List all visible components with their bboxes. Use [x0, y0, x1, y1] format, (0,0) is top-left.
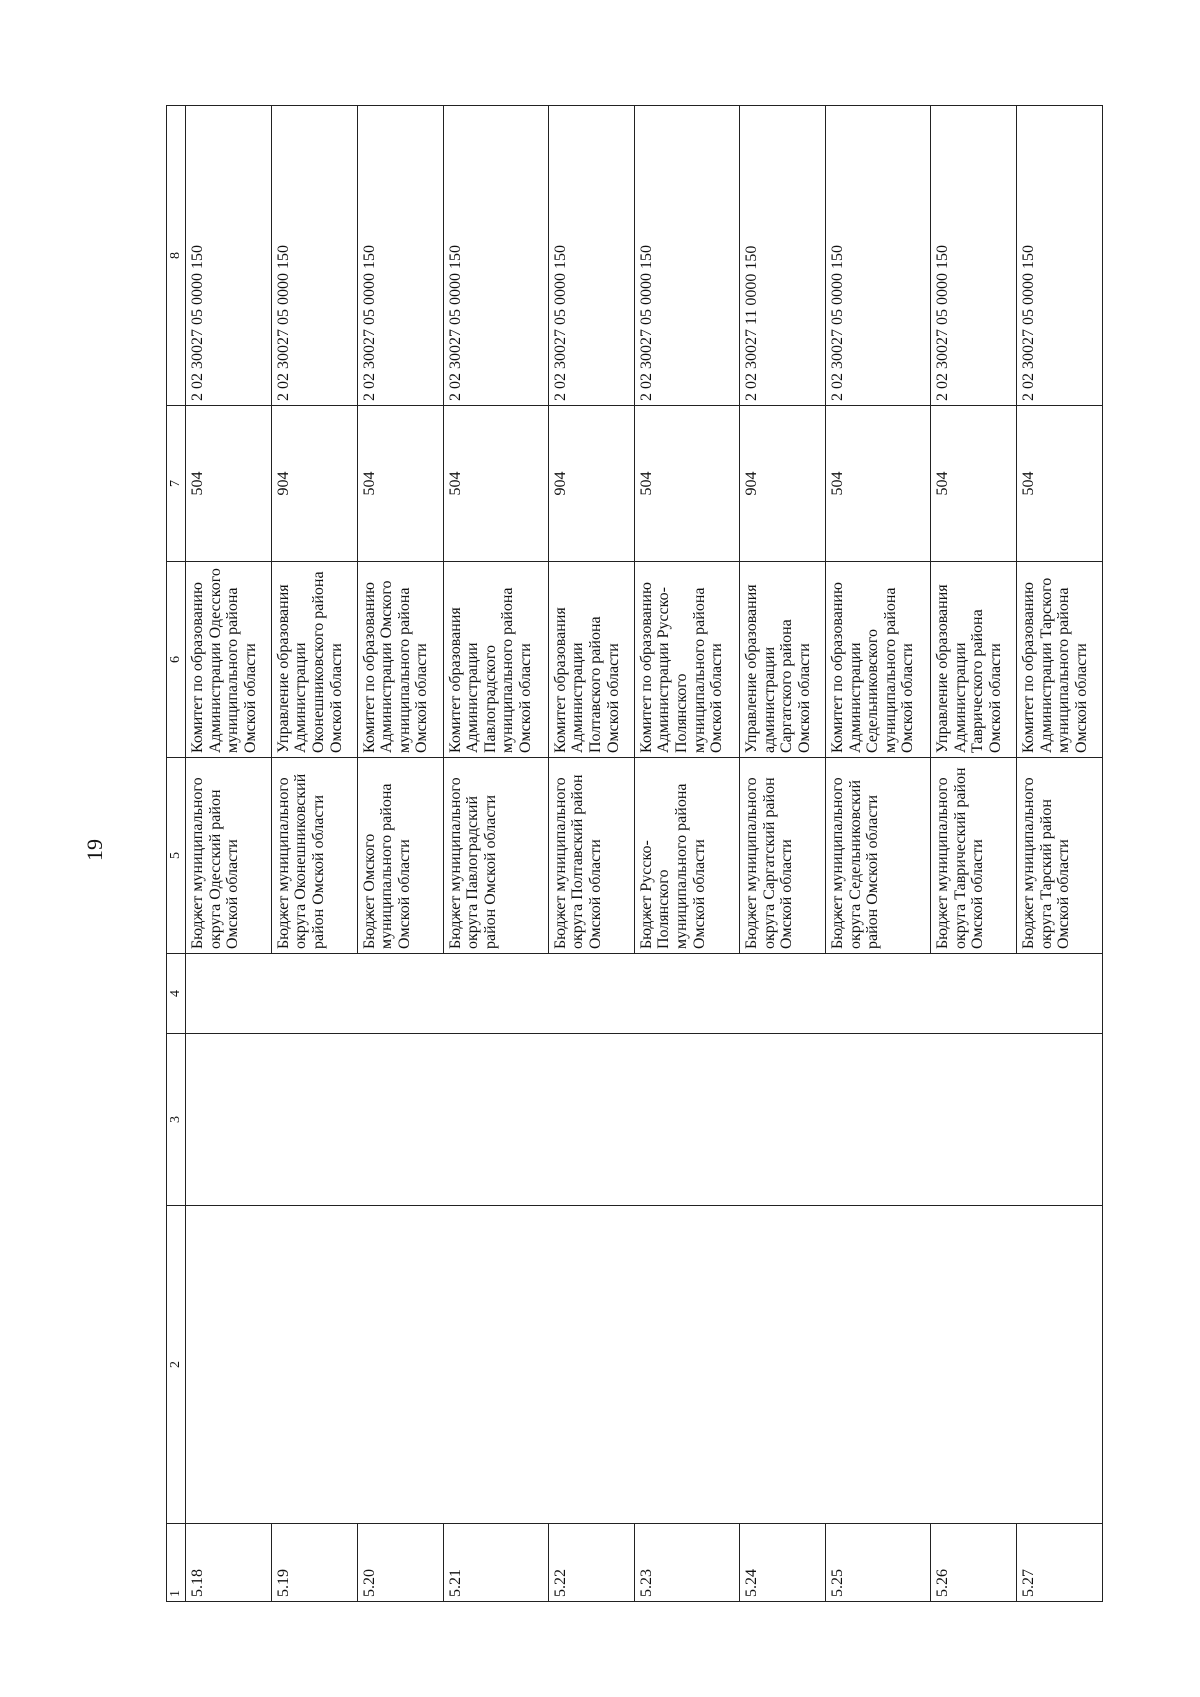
administrator-cell: Управление образования Администрации Оконешниковского района Омской области	[271, 562, 357, 758]
budget-name-cell: Бюджет муниципального округа Седельниковский район Омской области	[825, 758, 930, 954]
budget-name-cell: Бюджет Русско-Полянского муниципального района Омской области	[634, 758, 739, 954]
budget-class-code-cell: 2 02 30027 05 0000 150	[271, 106, 357, 406]
budget-name-cell: Бюджет Омского муниципального района Омской области	[357, 758, 443, 954]
row-number-cell: 5.19	[271, 1524, 357, 1602]
row-number-cell: 5.23	[634, 1524, 739, 1602]
admin-code-cell: 904	[271, 406, 357, 562]
row-number-cell: 5.27	[1017, 1524, 1103, 1602]
budget-name-cell: Бюджет муниципального округа Одесский район Омской области	[186, 758, 272, 954]
col-header-3: 3	[167, 1034, 186, 1206]
row-number-cell: 5.22	[548, 1524, 634, 1602]
administrator-cell: Управление образования администрации Саргатского района Омской области	[740, 562, 826, 758]
header-row	[167, 106, 186, 1602]
budget-name-cell: Бюджет муниципального округа Полтавский район Омской области	[548, 758, 634, 954]
admin-code-cell: 904	[548, 406, 634, 562]
admin-code-cell: 504	[357, 406, 443, 562]
budget-class-code-cell: 2 02 30027 05 0000 150	[1017, 106, 1103, 406]
row-number-cell: 5.20	[357, 1524, 443, 1602]
admin-code-cell: 904	[740, 406, 826, 562]
budget-class-code-cell: 2 02 30027 05 0000 150	[634, 106, 739, 406]
page-number: 19	[82, 839, 107, 861]
budget-name-cell: Бюджет муниципального округа Саргатский район Омской области	[740, 758, 826, 954]
budget-name-cell: Бюджет муниципального округа Павлоградский район Омской области	[443, 758, 548, 954]
admin-code-cell: 504	[931, 406, 1017, 562]
col-header-6: 6	[167, 562, 186, 758]
budget-class-code-cell: 2 02 30027 05 0000 150	[931, 106, 1017, 406]
administrator-cell: Комитет по образованию Администрации Одесского муниципального района Омской области	[186, 562, 272, 758]
admin-code-cell: 504	[186, 406, 272, 562]
administrator-cell: Комитет по образованию Администрации Омского муниципального района Омской области	[357, 562, 443, 758]
budget-class-code-cell: 2 02 30027 05 0000 150	[186, 106, 272, 406]
col-header-5: 5	[167, 758, 186, 954]
budget-name-cell: Бюджет муниципального округа Таврический район Омской области	[931, 758, 1017, 954]
budget-class-code-cell: 2 02 30027 05 0000 150	[443, 106, 548, 406]
administrator-cell: Комитет по образованию Администрации Тарского муниципального района Омской области	[1017, 562, 1103, 758]
admin-code-cell: 504	[825, 406, 930, 562]
budget-table	[166, 105, 1103, 1602]
admin-code-cell: 504	[1017, 406, 1103, 562]
col-header-8: 8	[167, 106, 186, 406]
col-header-4: 4	[167, 954, 186, 1034]
rotated-table-container	[166, 106, 1103, 1602]
row-number-cell: 5.24	[740, 1524, 826, 1602]
col-header-2: 2	[167, 1206, 186, 1524]
row-number-cell: 5.18	[186, 1524, 272, 1602]
budget-class-code-cell: 2 02 30027 05 0000 150	[825, 106, 930, 406]
administrator-cell: Комитет образования Администрации Павлоградского муниципального района Омской области	[443, 562, 548, 758]
table-row	[186, 106, 272, 1602]
col-4-merged-cell	[186, 954, 1103, 1034]
budget-name-cell: Бюджет муниципального округа Тарский район Омской области	[1017, 758, 1103, 954]
budget-class-code-cell: 2 02 30027 11 0000 150	[740, 106, 826, 406]
administrator-cell: Управление образования Администрации Таврического района Омской области	[931, 562, 1017, 758]
col-2-merged-cell	[186, 1206, 1103, 1524]
budget-name-cell: Бюджет муниципального округа Оконешниковский район Омской области	[271, 758, 357, 954]
budget-class-code-cell: 2 02 30027 05 0000 150	[357, 106, 443, 406]
row-number-cell: 5.25	[825, 1524, 930, 1602]
administrator-cell: Комитет образования Администрации Полтавского района Омской области	[548, 562, 634, 758]
administrator-cell: Комитет по образованию Администрации Русско-Полянского муниципального района Омской области	[634, 562, 739, 758]
col-header-1: 1	[167, 1524, 186, 1602]
budget-class-code-cell: 2 02 30027 05 0000 150	[548, 106, 634, 406]
admin-code-cell: 504	[443, 406, 548, 562]
table-body	[167, 106, 1103, 1602]
col-3-merged-cell	[186, 1034, 1103, 1206]
row-number-cell: 5.21	[443, 1524, 548, 1602]
col-header-7: 7	[167, 406, 186, 562]
administrator-cell: Комитет по образованию Администрации Седельниковского муниципального района Омской области	[825, 562, 930, 758]
row-number-cell: 5.26	[931, 1524, 1017, 1602]
admin-code-cell: 504	[634, 406, 739, 562]
